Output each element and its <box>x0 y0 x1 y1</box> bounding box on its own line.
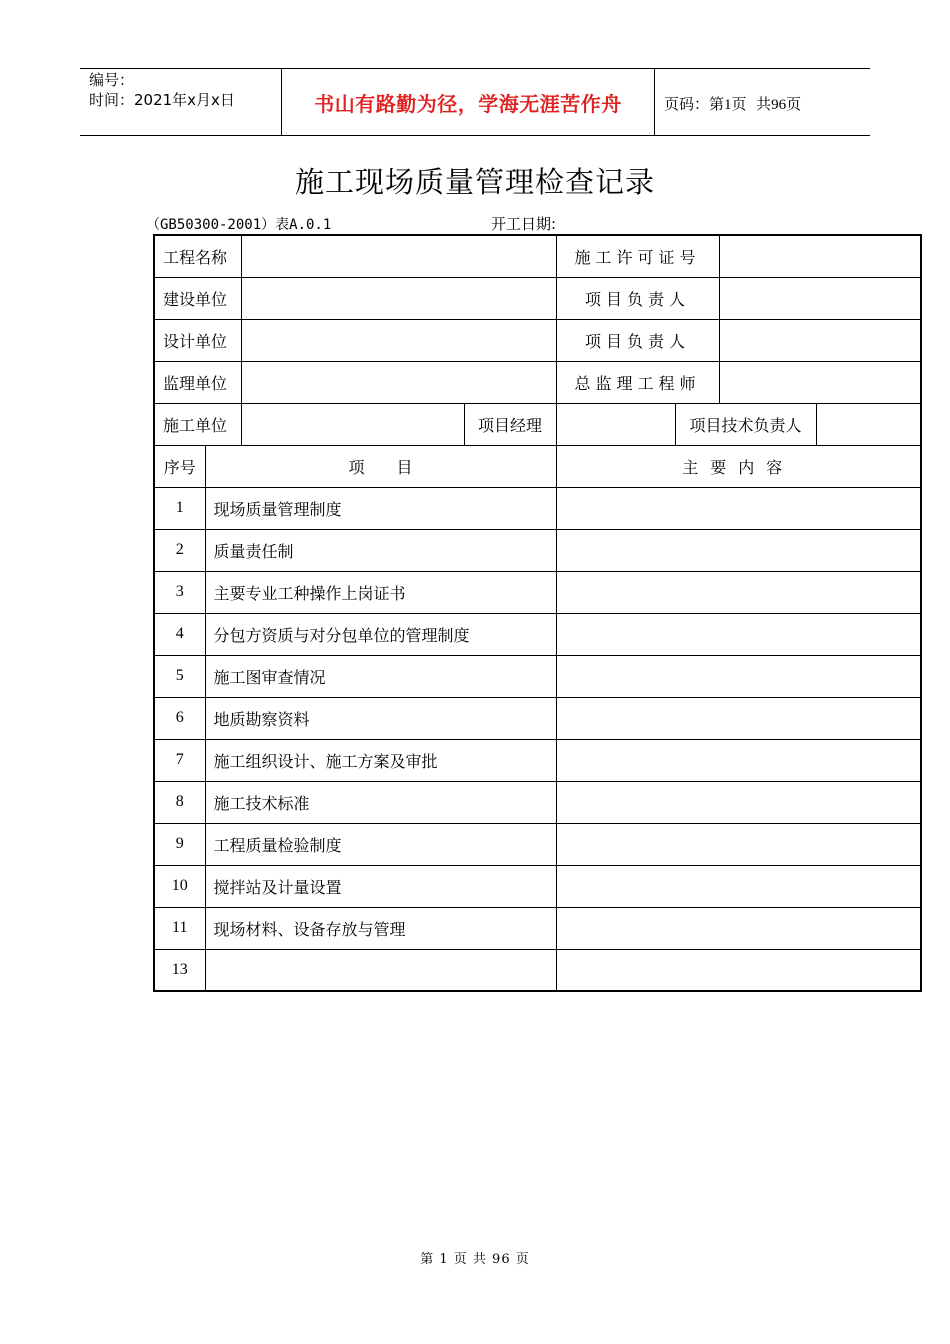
row-item: 地质勘察资料 <box>205 697 556 739</box>
table-row <box>154 571 921 613</box>
document-title: 施工现场质量管理检查记录 <box>294 165 655 199</box>
row-item: 分包方资质与对分包单位的管理制度 <box>205 613 556 655</box>
designer-label: 设计单位 <box>154 319 241 361</box>
row-item: 施工图审查情况 <box>205 655 556 697</box>
page-footer: 第 1 页 共 96 页 <box>420 1252 530 1267</box>
pm-field[interactable] <box>556 403 675 445</box>
supervisor-label: 监理单位 <box>154 361 241 403</box>
row-no: 7 <box>154 739 205 781</box>
row-content-field[interactable] <box>556 697 921 739</box>
header-divider <box>281 68 282 135</box>
row-no: 9 <box>154 823 205 865</box>
row-content-field[interactable] <box>556 823 921 865</box>
info-row <box>154 277 921 319</box>
row-content-field[interactable] <box>556 739 921 781</box>
page-current: 1 <box>724 97 732 113</box>
info-row <box>154 235 921 277</box>
row-no: 3 <box>154 571 205 613</box>
row-content-field[interactable] <box>556 529 921 571</box>
header-bottom-rule <box>80 135 870 136</box>
row-content-field[interactable] <box>556 781 921 823</box>
row-item: 搅拌站及计量设置 <box>205 865 556 907</box>
contractor-field[interactable] <box>241 403 464 445</box>
col-content-header: 主要内容 <box>556 445 921 487</box>
page-total: 96 <box>771 97 787 113</box>
row-content-field[interactable] <box>556 571 921 613</box>
row-no: 10 <box>154 865 205 907</box>
header-divider <box>654 68 655 135</box>
project-name-field[interactable] <box>241 235 556 277</box>
start-date-label: 开工日期: <box>491 215 557 233</box>
permit-field[interactable] <box>719 235 921 277</box>
table-row <box>154 697 921 739</box>
header-motto: 书山有路勤为径，学海无涯苦作舟 <box>314 92 622 116</box>
tech-lead-label: 项目技术负责人 <box>675 403 816 445</box>
row-content-field[interactable] <box>556 907 921 949</box>
col-item-header: 项 目 <box>205 445 556 487</box>
row-content-field[interactable] <box>556 655 921 697</box>
page-suffix: 页 <box>786 95 802 113</box>
table-row <box>154 487 921 529</box>
row-content-field[interactable] <box>556 487 921 529</box>
permit-label: 施工许可证号 <box>556 235 719 277</box>
chief-engineer-field[interactable] <box>719 361 921 403</box>
row-no: 2 <box>154 529 205 571</box>
designer-field[interactable] <box>241 319 556 361</box>
table-row <box>154 739 921 781</box>
row-no: 6 <box>154 697 205 739</box>
inspection-record-table <box>153 234 922 992</box>
table-row <box>154 781 921 823</box>
tech-lead-field[interactable] <box>816 403 921 445</box>
row-no: 4 <box>154 613 205 655</box>
builder-lead-field[interactable] <box>719 277 921 319</box>
table-row <box>154 907 921 949</box>
row-item: 现场材料、设备存放与管理 <box>205 907 556 949</box>
row-content-field[interactable] <box>556 613 921 655</box>
standard-reference: （GB50300-2001）表A.0.1 <box>146 217 332 233</box>
page-mid: 页 共 <box>731 95 772 113</box>
info-row <box>154 361 921 403</box>
row-item: 施工组织设计、施工方案及审批 <box>205 739 556 781</box>
info-row <box>154 403 921 445</box>
time-label: 时间：2021年x月x日 <box>89 91 235 109</box>
row-content-field[interactable] <box>556 949 921 991</box>
row-content-field[interactable] <box>556 865 921 907</box>
page-label-prefix: 页码：第 <box>664 95 725 113</box>
pm-label: 项目经理 <box>464 403 556 445</box>
designer-lead-field[interactable] <box>719 319 921 361</box>
project-name-label: 工程名称 <box>154 235 241 277</box>
table-row <box>154 529 921 571</box>
table-row <box>154 613 921 655</box>
row-no: 5 <box>154 655 205 697</box>
header-page-info <box>664 93 801 114</box>
designer-lead-label: 项目负责人 <box>556 319 719 361</box>
supervisor-field[interactable] <box>241 361 556 403</box>
row-item: 施工技术标准 <box>205 781 556 823</box>
checklist-header-row <box>154 445 921 487</box>
row-item: 工程质量检验制度 <box>205 823 556 865</box>
row-no: 1 <box>154 487 205 529</box>
builder-label: 建设单位 <box>154 277 241 319</box>
row-no: 11 <box>154 907 205 949</box>
row-no: 8 <box>154 781 205 823</box>
serial-label: 编号： <box>89 71 135 89</box>
contractor-label: 施工单位 <box>154 403 241 445</box>
builder-field[interactable] <box>241 277 556 319</box>
table-row <box>154 949 921 991</box>
header-meta <box>89 70 235 110</box>
table-row <box>154 865 921 907</box>
table-row <box>154 823 921 865</box>
col-no-header: 序号 <box>154 445 205 487</box>
info-row <box>154 319 921 361</box>
table-row <box>154 655 921 697</box>
row-item: 主要专业工种操作上岗证书 <box>205 571 556 613</box>
header-top-rule <box>80 68 870 69</box>
row-item: 现场质量管理制度 <box>205 487 556 529</box>
row-no: 13 <box>154 949 205 991</box>
row-item: 质量责任制 <box>205 529 556 571</box>
row-item[interactable] <box>205 949 556 991</box>
chief-engineer-label: 总监理工程师 <box>556 361 719 403</box>
builder-lead-label: 项目负责人 <box>556 277 719 319</box>
